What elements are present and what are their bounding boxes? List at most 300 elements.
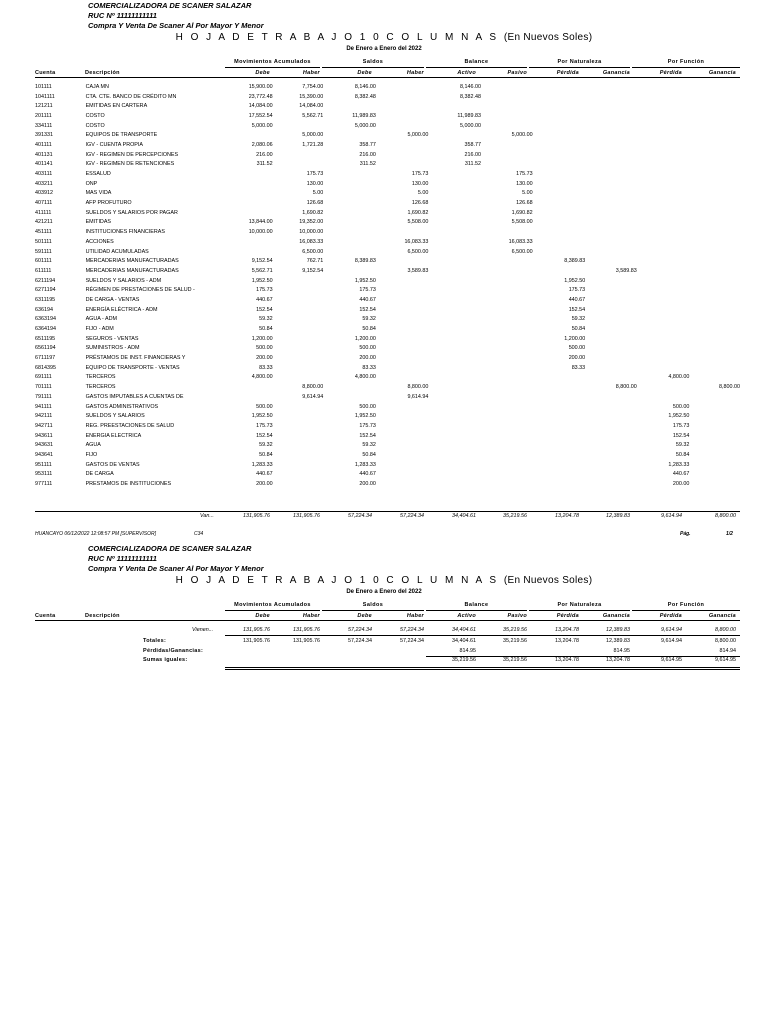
amount-cell [637,276,690,286]
group-movimientos-underline [225,67,320,68]
amount-cell [533,247,586,257]
col-cuenta: Cuenta [35,70,56,76]
amount-cell [637,392,690,402]
amount-cell: 5,000.00 [407,132,429,139]
amount-cell [237,198,272,208]
amount-cell [637,150,690,160]
col-descripcion: Descripción [85,70,120,76]
amount-cell [376,470,429,480]
account-description: IGV - REGIMEN DE RETENCIONES [85,161,175,168]
amount-cell [376,402,429,412]
amount-cell [273,324,324,334]
col-perdida: Pérdida [659,613,682,619]
table-row [35,266,740,276]
account-code: 403211 [35,180,53,187]
account-code: 951111 [35,461,52,468]
amount-cell [637,92,690,102]
table-row [35,334,740,344]
account-code: 6363194 [35,316,56,323]
group-movimientos-underline [225,610,320,611]
amount-cell [585,160,637,170]
amount-cell [237,189,272,199]
group-funcion-underline [632,67,740,68]
account-code: 943631 [35,442,53,449]
double-rule-bottom [225,669,740,670]
amount-cell [376,421,429,431]
amount-cell [428,315,481,325]
amount-cell: 59.32 [362,316,376,323]
col-haber: Haber [406,613,424,619]
amount-cell: 200.00 [359,481,376,488]
amount-cell [481,411,533,421]
amount-cell: 175.73 [411,171,429,178]
amount-cell [689,373,740,383]
account-description: CAJA MN [85,83,109,90]
group-saldos: Saldos [362,602,384,608]
account-code: 6711197 [35,355,56,362]
amount-cell: 500.00 [568,345,586,352]
col-haber: Haber [302,613,320,619]
account-description: EQUIPO DE TRANSPORTE - VENTAS [85,364,180,371]
summary-value: 814.95 [459,647,476,654]
amount-cell [689,353,740,363]
amount-cell [428,353,481,363]
amount-cell: 1,283.33 [668,461,690,468]
ruc-number: RUC Nº 11111111111 [88,554,157,563]
amount-cell [273,421,324,431]
account-description: MERCADERIAS MANUFACTURADAS [85,258,179,265]
amount-cell: 9,614.94 [407,393,429,400]
amount-cell [428,256,481,266]
amount-cell [481,305,533,315]
amount-cell [689,150,740,160]
account-description: IGV - REGIMEN DE PERCEPCIONES [85,151,179,158]
amount-cell [637,315,690,325]
total-cell: 13,204.78 [555,513,579,519]
account-description: PRÉSTAMOS DE INST. FINANCIERAS Y [85,355,186,362]
amount-cell: 8,382.48 [460,93,482,100]
amount-cell: 5,000.00 [302,132,324,139]
amount-cell: 152.54 [359,306,376,313]
amount-cell: 6,500.00 [302,248,324,255]
table-row [35,315,740,325]
amount-cell [428,334,481,344]
amount-cell [481,440,533,450]
amount-cell [376,276,429,286]
ledger-table [35,82,740,489]
amount-cell [428,392,481,402]
amount-cell [533,198,586,208]
amount-cell [533,237,586,247]
group-naturaleza: Por Naturaleza [557,602,602,608]
amount-cell [428,382,481,392]
table-row [35,479,740,489]
company-name: COMERCIALIZADORA DE SCANER SALAZAR [88,544,252,553]
col-ganancia: Ganancia [708,613,736,619]
period-label: De Enero a Enero del 2022 [346,589,422,595]
amount-cell [481,111,533,121]
amount-cell: 14,084.00 [248,103,273,110]
amount-cell [533,92,586,102]
table-row [35,130,740,140]
amount-cell: 1,721.28 [302,141,324,148]
amount-cell [585,421,637,431]
amount-cell [533,82,586,92]
amount-cell [481,101,533,111]
amount-cell [585,373,637,383]
page-number: 1/2 [726,531,733,537]
amount-cell [376,256,429,266]
amount-cell: 175.73 [256,422,273,429]
amount-cell [273,285,324,295]
table-row [35,140,740,150]
amount-cell [428,450,481,460]
amount-cell: 10,000.00 [299,229,324,236]
summary-label: Sumas iguales: [143,657,188,663]
amount-cell [585,227,637,237]
summary-label: Pérdidas/Ganancias: [143,647,204,654]
amount-cell [689,460,740,470]
amount-cell: 440.67 [256,471,273,478]
company-name: COMERCIALIZADORA DE SCANER SALAZAR [88,1,252,10]
amount-cell: 175.73 [306,171,324,178]
table-row [35,363,740,373]
group-balance: Balance [464,602,489,608]
table-row [35,237,740,247]
table-row [35,121,740,131]
account-code: 201111 [35,112,52,119]
amount-cell [428,411,481,421]
amount-cell [481,256,533,266]
amount-cell: 1,200.00 [354,335,376,342]
business-line: Compra Y Venta De Scaner Al Por Mayor Y Menor [88,21,264,30]
total-cell: 131,905.76 [243,513,270,519]
van-divider [35,511,740,512]
vienen-label: Vienen... [192,627,214,633]
account-code: 403912 [35,190,53,197]
amount-cell [323,218,376,228]
amount-cell: 440.67 [568,296,586,303]
amount-cell [481,315,533,325]
account-description: MERCADERIAS MANUFACTURADAS [85,267,179,274]
amount-cell [533,421,586,431]
amount-cell [585,208,637,218]
amount-cell: 3,589.83 [407,267,429,274]
amount-cell: 59.32 [362,442,376,449]
amount-cell [376,295,429,305]
amount-cell: 200.00 [359,355,376,362]
amount-cell [533,140,586,150]
table-row [35,402,740,412]
amount-cell: 50.84 [259,451,273,458]
col-perdida: Pérdida [556,70,579,76]
amount-cell: 1,690.82 [511,209,533,216]
table-row [35,227,740,237]
amount-cell [481,121,533,131]
account-description: REG. PREESTACIONES DE SALUD [85,422,175,429]
amount-cell [428,218,481,228]
amount-cell [376,460,429,470]
total-cell: 13,204.78 [555,627,579,633]
table-row [35,101,740,111]
amount-cell [376,373,429,383]
amount-cell: 1,690.82 [407,209,429,216]
table-row [35,92,740,102]
amount-cell [323,382,376,392]
amount-cell: 1,283.33 [354,461,376,468]
amount-cell [323,130,376,140]
amount-cell [585,334,637,344]
amount-cell: 1,952.50 [251,277,273,284]
amount-cell [376,450,429,460]
amount-cell [273,450,324,460]
amount-cell: 16,083.33 [404,238,429,245]
summary-value: 34,404.61 [452,638,476,644]
table-row [35,160,740,170]
amount-cell [637,256,690,266]
amount-cell: 5,562.71 [251,267,273,274]
amount-cell [376,353,429,363]
amount-cell [533,208,586,218]
amount-cell: 175.73 [359,422,376,429]
amount-cell [585,295,637,305]
amount-cell: 2,080.06 [251,141,273,148]
amount-cell [585,305,637,315]
amount-cell: 8,382.48 [354,93,376,100]
amount-cell: 152.54 [256,306,273,313]
col-perdida: Pérdida [659,70,682,76]
account-description: SUELDOS Y SALARIOS - ADM [85,277,162,284]
amount-cell: 1,952.50 [354,413,376,420]
account-description: MAS VIDA [85,190,112,197]
amount-cell [481,431,533,441]
amount-cell [273,295,324,305]
amount-cell [689,315,740,325]
amount-cell [689,218,740,228]
amount-cell: 83.33 [571,364,586,371]
amount-cell [376,479,429,489]
amount-cell [689,305,740,315]
amount-cell: 500.00 [256,403,273,410]
amount-cell [689,130,740,140]
amount-cell [585,392,637,402]
account-description: ESSALUD [85,171,111,178]
amount-cell: 8,800.00 [719,384,740,391]
amount-cell [637,247,690,257]
amount-cell [481,479,533,489]
amount-cell [637,295,690,305]
amount-cell: 15,390.00 [299,93,324,100]
account-description: CTA. CTE. BANCO DE CRÉDITO MN [85,93,177,100]
col-debe: Debe [357,613,372,619]
table-row [35,276,740,286]
amount-cell [237,208,272,218]
amount-cell [376,111,429,121]
table-row [35,324,740,334]
amount-cell [428,266,481,276]
amount-cell: 130.00 [411,180,429,187]
col-pasivo: Pasivo [507,613,527,619]
table-row [35,392,740,402]
amount-cell [689,198,740,208]
amount-cell: 440.67 [672,471,690,478]
amount-cell [533,402,586,412]
amount-cell [585,344,637,354]
amount-cell [689,208,740,218]
col-ganancia: Ganancia [708,70,736,76]
account-code: 6511195 [35,335,56,342]
worksheet-title: H O J A D E T R A B A J O 1 0 C O L U M N A S (En Nuevos Soles) [175,32,593,43]
amount-cell [481,150,533,160]
account-code: 1041111 [35,93,55,100]
amount-cell [428,189,481,199]
amount-cell: 175.73 [568,287,586,294]
amount-cell [637,169,690,179]
amount-cell [428,101,481,111]
amount-cell [428,169,481,179]
amount-cell [273,353,324,363]
account-code: 6271194 [35,287,56,294]
amount-cell [689,344,740,354]
amount-cell [533,470,586,480]
amount-cell: 11,989.83 [352,112,376,119]
account-code: 334111 [35,122,53,129]
amount-cell: 216.00 [464,151,482,158]
amount-cell [533,150,586,160]
account-code: 401131 [35,151,53,158]
amount-cell [585,315,637,325]
account-code: 451111 [35,229,52,236]
amount-cell [376,305,429,315]
account-description: AGUA - ADM [85,316,118,323]
table-row [35,411,740,421]
group-naturaleza-underline [529,610,630,611]
amount-cell [481,344,533,354]
amount-cell [273,373,324,383]
amount-cell: 15,900.00 [248,83,273,90]
amount-cell [533,130,586,140]
amount-cell [376,140,429,150]
summary-value: 35,219.56 [503,657,527,663]
amount-cell [428,421,481,431]
amount-cell [585,121,637,131]
account-code: 411111 [35,209,52,216]
amount-cell [637,218,690,228]
account-description: COSTO [85,112,105,119]
account-description: ONP [85,180,98,187]
amount-cell [428,198,481,208]
amount-cell [533,411,586,421]
amount-cell: 440.67 [359,471,376,478]
amount-cell [585,189,637,199]
table-row [35,440,740,450]
account-description: GASTOS IMPUTABLES A CUENTAS DE [85,393,184,400]
total-cell: 9,614.94 [661,513,682,519]
amount-cell [585,440,637,450]
amount-cell [428,285,481,295]
amount-cell [637,160,690,170]
amount-cell [637,324,690,334]
amount-cell [376,82,429,92]
amount-cell: 8,146.00 [354,83,376,90]
col-ganancia: Ganancia [602,613,630,619]
amount-cell: 200.00 [568,355,586,362]
amount-cell [481,82,533,92]
table-row [35,305,740,315]
amount-cell: 5,562.71 [302,112,324,119]
amount-cell [481,470,533,480]
amount-cell [585,324,637,334]
amount-cell: 126.68 [411,200,429,207]
summary-value: 131,905.76 [293,638,320,644]
amount-cell: 358.77 [359,141,376,148]
amount-cell: 5,000.00 [354,122,376,129]
amount-cell: 6,500.00 [511,248,533,255]
total-cell: 8,800.00 [715,513,736,519]
amount-cell [323,179,376,189]
amount-cell [585,460,637,470]
amount-cell [428,479,481,489]
table-row [35,247,740,257]
amount-cell [273,160,324,170]
amount-cell: 130.00 [306,180,324,187]
amount-cell [237,237,272,247]
amount-cell [689,431,740,441]
amount-cell: 59.32 [259,442,273,449]
double-rule-top [225,667,740,668]
amount-cell [481,392,533,402]
account-description: DE CARGA [85,471,114,478]
account-description: SEGUROS - VENTAS [85,335,139,342]
table-row [35,169,740,179]
amount-cell [689,247,740,257]
amount-cell [689,411,740,421]
table-row [35,450,740,460]
amount-cell [428,344,481,354]
summary-value: 13,204.78 [555,657,579,663]
amount-cell [273,276,324,286]
amount-cell [689,324,740,334]
amount-cell [533,392,586,402]
amount-cell [585,411,637,421]
amount-cell: 175.73 [256,287,273,294]
amount-cell: 311.52 [256,161,273,168]
amount-cell [637,227,690,237]
summary-value: 57,224.34 [348,638,372,644]
group-saldos-underline [322,67,424,68]
amount-cell: 440.67 [256,296,273,303]
col-perdida: Pérdida [556,613,579,619]
amount-cell: 5,508.00 [511,219,533,226]
amount-cell [585,363,637,373]
amount-cell [481,334,533,344]
amount-cell [585,179,637,189]
account-code: 791111 [35,393,52,400]
account-description: PRESTAMOS DE INSTITUCIONES [85,481,172,488]
group-balance-underline [426,610,527,611]
account-code: 391331 [35,132,53,139]
table-row [35,198,740,208]
summary-value: 131,905.76 [243,638,270,644]
col-ganancia: Ganancia [602,70,630,76]
total-cell: 12,389.83 [606,627,630,633]
account-description: GASTOS DE VENTAS [85,461,140,468]
account-description: ACCIONES [85,238,114,245]
amount-cell [689,101,740,111]
amount-cell [481,160,533,170]
total-cell: 57,224.34 [400,627,424,633]
amount-cell: 175.73 [516,171,533,178]
